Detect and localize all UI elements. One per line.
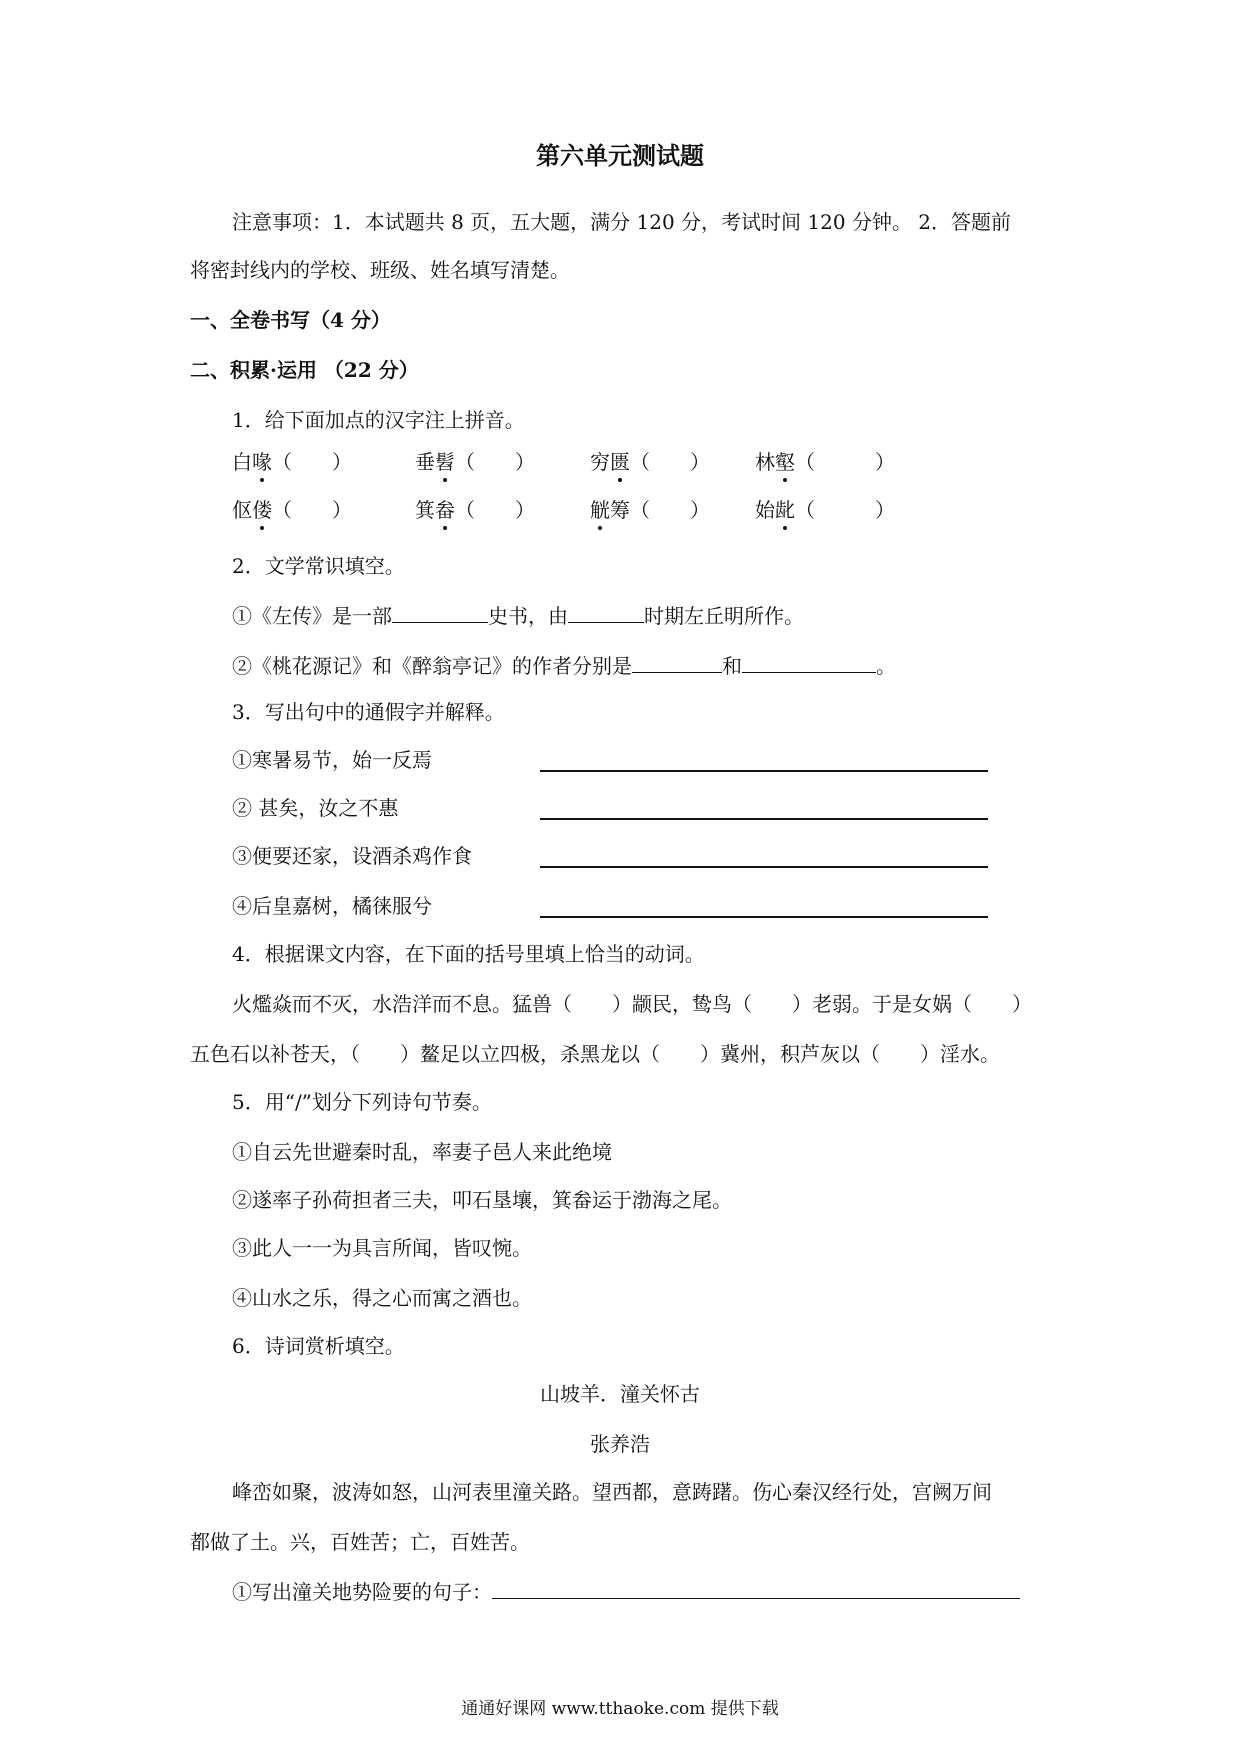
q5-item: ②遂率子孙荷担者三夫，叩石垦壤，箕畚运于渤海之尾。 bbox=[232, 1188, 732, 1212]
q3-item: ② 甚矣，汝之不惠 bbox=[232, 796, 399, 820]
q2-line-1: ①《左传》是一部 史书，由 时期左丘明所作。 bbox=[232, 600, 804, 630]
q2-line-2: ②《桃花源记》和《醉翁亭记》的作者分别是 和 。 bbox=[232, 650, 896, 680]
q4-prompt: 4．根据课文内容，在下面的括号里填上恰当的动词。 bbox=[232, 942, 705, 966]
notice-line-2: 将密封线内的学校、班级、姓名填写清楚。 bbox=[190, 258, 570, 282]
q6-prompt: 6．诗词赏析填空。 bbox=[232, 1334, 405, 1358]
poem-line-1: 峰峦如聚，波涛如怒，山河表里潼关路。望西都，意踌躇。伤心秦汉经行处，宫阙万间 bbox=[232, 1480, 992, 1504]
pinyin-item: 始龀（ ） bbox=[755, 498, 895, 522]
pinyin-item: 林壑（ ） bbox=[755, 450, 895, 474]
pinyin-item: 白喙（ ） bbox=[232, 450, 352, 474]
q5-item: ③此人一一为具言所闻，皆叹惋。 bbox=[232, 1236, 532, 1260]
pinyin-item: 垂髫（ ） bbox=[415, 450, 535, 474]
poem-author: 张养浩 bbox=[590, 1432, 650, 1456]
q5-item: ①自云先世避秦时乱，率妻子邑人来此绝境 bbox=[232, 1140, 612, 1164]
answer-line[interactable] bbox=[540, 770, 988, 772]
fill-blank[interactable] bbox=[632, 650, 722, 673]
q1-prompt: 1．给下面加点的汉字注上拼音。 bbox=[232, 408, 525, 432]
q5-prompt: 5．用“/”划分下列诗句节奏。 bbox=[232, 1090, 492, 1114]
page-footer: 通通好课网 www.tthaoke.com 提供下载 bbox=[461, 1699, 779, 1719]
q4-line-2: 五色石以补苍天，（ ）鳌足以立四极，杀黑龙以（ ）冀州，积芦灰以（ ）淫水。 bbox=[190, 1042, 1000, 1066]
fill-blank[interactable] bbox=[568, 600, 644, 623]
page-title: 第六单元测试题 bbox=[536, 141, 704, 170]
fill-blank[interactable] bbox=[492, 1576, 1020, 1599]
answer-line[interactable] bbox=[540, 866, 988, 868]
poem-title: 山坡羊．潼关怀古 bbox=[540, 1382, 700, 1406]
q6-sub-1: ①写出潼关地势险要的句子： bbox=[232, 1576, 1020, 1606]
q2-prompt: 2．文学常识填空。 bbox=[232, 554, 405, 578]
section-heading-1: 一、全卷书写（4 分） bbox=[190, 308, 391, 332]
notice-line-1: 注意事项：1．本试题共 8 页，五大题，满分 120 分，考试时间 120 分钟。 2．答题前 bbox=[232, 210, 1012, 234]
q3-prompt: 3．写出句中的通假字并解释。 bbox=[232, 700, 505, 724]
answer-line[interactable] bbox=[540, 916, 988, 918]
q5-item: ④山水之乐，得之心而寓之酒也。 bbox=[232, 1286, 532, 1310]
answer-line[interactable] bbox=[540, 818, 988, 820]
pinyin-item: 箕畚（ ） bbox=[415, 498, 535, 522]
pinyin-item: 伛偻（ ） bbox=[232, 498, 352, 522]
q3-item: ④后皇嘉树，橘徕服兮 bbox=[232, 894, 432, 918]
q4-line-1: 火爁焱而不灭，水浩洋而不息。猛兽（ ）颛民，鸷鸟（ ）老弱。于是女娲（ ） bbox=[232, 992, 1032, 1016]
q3-item: ①寒暑易节，始一反焉 bbox=[232, 748, 432, 772]
fill-blank[interactable] bbox=[742, 650, 876, 673]
fill-blank[interactable] bbox=[392, 600, 488, 623]
section-heading-2: 二、积累·运用 （22 分） bbox=[190, 358, 419, 382]
pinyin-item: 穷匮（ ） bbox=[590, 450, 710, 474]
poem-line-2: 都做了土。兴，百姓苦；亡，百姓苦。 bbox=[190, 1530, 530, 1554]
pinyin-item: 觥筹（ ） bbox=[590, 498, 710, 522]
q3-item: ③便要还家，设酒杀鸡作食 bbox=[232, 844, 472, 868]
